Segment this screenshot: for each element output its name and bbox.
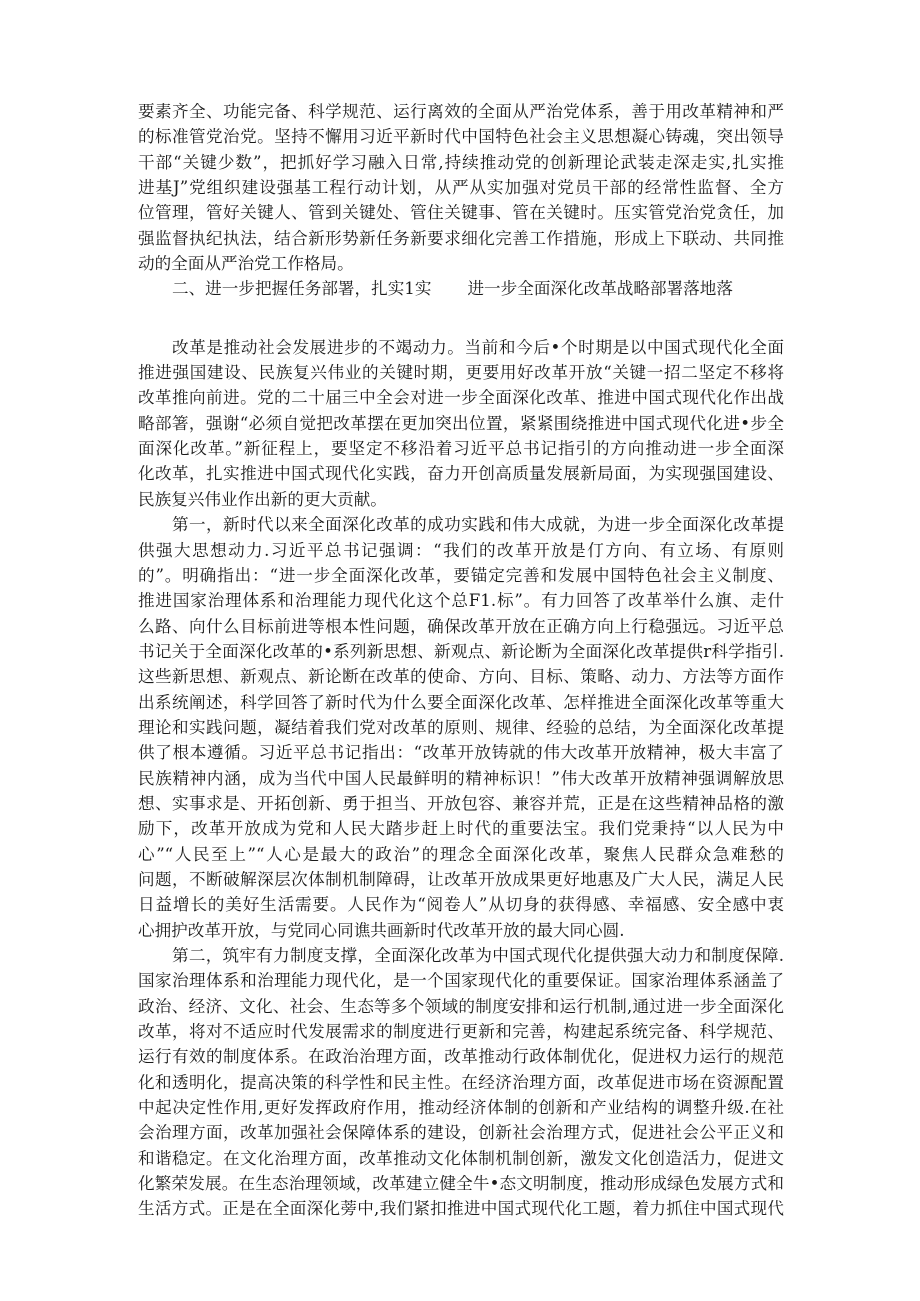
text-line: 位管理，管好关键人、管到关键处、管住关键事、管在关键时。压实管党治党贪任，加: [138, 203, 784, 223]
text-line: 动的全面从严治党工作格局。: [138, 254, 354, 274]
text-line: 干部“关键少数”，把抓好学习融入日常,持续推动党的创新理论武装走深走实,扎实推: [138, 152, 784, 172]
text-line: 和谐稳定。在文化治理方面，改革推动文化体制机制创新，激发文化创造活力，促进文: [138, 1148, 784, 1168]
text-line: 化和透明化，提高决策的科学性和民主性。在经济治理方面，改革促进市场在资源配置: [138, 1072, 784, 1092]
document-body: [138, 99, 784, 1222]
text-line: 改革推向前进。党的二十届三中全会对进一步全面深化改革、推进中国式现代化作出战: [138, 388, 784, 408]
text-line: 供了根本遵循。习近平总书记指出：“改革开放铸就的伟大改革开放精神，极大丰富了: [138, 743, 784, 763]
text-line: 中起决定性作用,更好发挥政府作用，推动经济体制的创新和产业结构的调整升级.在社: [138, 1098, 784, 1118]
paragraph-2: [138, 512, 784, 943]
text-line: 会治理方面，改革加强社会保障体系的建设，创新社会治理方式，促进社会公平正义和: [138, 1123, 784, 1143]
text-line: 的标准管党治党。坚持不懈用习近平新时代中国特色社会主义思想凝心铸魂，突出领导: [138, 127, 784, 147]
text-line: 强监督执纪执法，结合新形势新任务新要求细化完善工作措施，形成上下联动、共同推: [138, 228, 784, 248]
text-line: 民族精神内涵，成为当代中国人民最鲜明的精神标识！”伟大改革开放精神强调解放思: [138, 768, 784, 788]
text-line: 这些新思想、新观点、新论断在改革的使命、方向、目标、策略、动力、方法等方面作: [138, 667, 784, 687]
blank-line: [138, 302, 784, 335]
text-line: 么路、向什么目标前进等根本性问题，确保改革开放在正确方向上行稳强远。习近平总: [138, 616, 784, 636]
text-line: 出系统阐述，科学回答了新时代为什么要全面深化改革、怎样推进全面深化改革等重大: [138, 692, 784, 712]
text-line: 化繁荣发展。在生态治理领域，改革建立健全牛•态文明制度，推动形成绿色发展方式和: [138, 1174, 784, 1194]
text-line: 政治、经济、文化、社会、生态等多个领域的制度安排和运行机制,通过进一步全面深化: [138, 996, 784, 1016]
text-line: 励下，改革开放成为党和人民大踏步赶上时代的重要法宝。我们党秉持“以人民为中: [138, 819, 784, 839]
text-line: 问题，不断破解深层次体制机制障碍，让改革开放成果更好地惠及广大人民，满足人民: [138, 869, 784, 889]
section-heading: [138, 276, 784, 301]
text-line: 面深化改革。”新征程上，要坚定不移沿着习近平总书记指引的方向推动进一步全面深: [138, 439, 784, 459]
text-line: 想、实事求是、开拓创新、勇于担当、开放包容、兼容并荒，正是在这些精神品格的激: [138, 793, 784, 813]
text-line: 心”“人民至上”“人心是最大的政治”的理念全面深化改革，聚焦人民群众急难愁的: [138, 844, 784, 864]
text-line: 供强大思想动力.习近平总书记强调：“我们的改革开放是仃方向、有立场、有原则: [138, 540, 784, 560]
section-heading-part2: 进一步全面深化改革战略部署落地落: [467, 279, 733, 299]
text-line: 推进强国建设、民族复兴伟业的关键时期，更要用好改革开放“关键一招二坚定不移将: [138, 363, 784, 383]
text-line: 改革是推动社会发展进步的不竭动力。当前和今后•个时期是以中国式现代化全面: [172, 337, 784, 357]
section-heading-part1: 二、进一步把握任务部署，扎实1实: [172, 279, 432, 299]
text-line: 推进国家治理体系和治理能力现代化这个总F1.标”。有力回答了改革举什么旗、走什: [138, 591, 784, 611]
text-line: 书记关于全面深化改革的•系列新思想、新观点、新论断为全面深化改革提供r科学指引.: [138, 641, 784, 661]
text-line: 化改革，扎实推进中国式现代化实践，奋力开创高质量发展新局面，为实现强国建设、: [138, 464, 784, 484]
text-line: 改革，将对不适应时代发展需求的制度进行更新和完善，构建起系统完备、科学规范、: [138, 1022, 784, 1042]
paragraph-3: [138, 943, 784, 1222]
text-line: 第一，新时代以来全面深化改革的成功实践和伟大成就，为进一步全面深化改革提: [172, 515, 784, 535]
text-line: 第二，筑牢有力制度支撑，全面深化改革为中国式现代化提供强大动力和制度保障.: [172, 946, 784, 965]
text-line: 日益增长的美好生活需要。人民作为“阅卷人”从切身的获得感、幸福感、安全感中衷: [138, 895, 784, 915]
text-line: 心拥护改革开放，与党同心同谯共画新时代改革开放的最大同心圆.: [138, 920, 625, 940]
text-line: 略部箸，强谢“必须自觉把改革摆在更加突出位置，紧紧围绕推进中国式现代化进•步全: [138, 413, 784, 433]
text-line: 民族复兴伟业作出新的更大贡献。: [138, 489, 387, 509]
text-line: 进基J”党组织建设强基工程行动计划，从严从实加强对党员干部的经常性监督、全方: [138, 178, 784, 198]
text-line: 要素齐全、功能完备、科学规范、运行离效的全面从严治党体系，善于用改革精神和严: [138, 102, 784, 121]
text-line: 的”。明确指出：“进一步全面深化改革，要锚定完善和发展中国特色社会主义制度、: [138, 565, 784, 585]
intro-paragraph: [138, 99, 784, 276]
paragraph-1: [138, 335, 784, 512]
text-line: 运行有效的制度体系。在政治治理方面，改革推动行政体制优化，促进权力运行的规范: [138, 1047, 784, 1067]
text-line: 国家治理体系和治理能力现代化，是一个国家现代化的重要保证。国家治理体系涵盖了: [138, 971, 784, 991]
text-line: 理论和实践问题，凝结着我们党对改革的原则、规律、经验的总结，为全面深化改革提: [138, 717, 784, 737]
text-line: 生活方式。正是在全面深化蒡中,我们紧扣推进中国式现代化工题，着力抓住中国式现代: [138, 1199, 784, 1219]
